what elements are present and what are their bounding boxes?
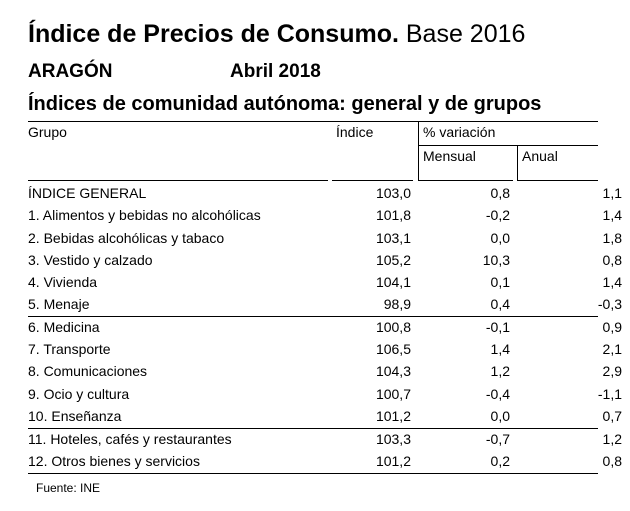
row-monthly: 0,8 [490,185,510,201]
row-annual: -0,3 [597,296,622,312]
row-label: 1. Alimentos y bebidas no alcohólicas [28,207,261,223]
row-label: ÍNDICE GENERAL [28,185,147,201]
variation-subheader-rule [418,145,598,146]
row-index: 100,8 [375,319,411,335]
table-row [28,338,622,360]
row-annual: 1,2 [602,431,622,447]
row-monthly: -0,7 [485,431,510,447]
table-row [28,316,622,338]
row-annual: 0,9 [602,319,622,335]
table-bottom-rule [28,473,598,474]
row-index: 98,9 [383,296,411,312]
header-bottom-rule-monthly [418,180,513,181]
row-label: 8. Comunicaciones [28,363,148,379]
row-annual: 1,4 [602,207,622,223]
row-index: 103,1 [375,230,411,246]
row-label: 6. Medicina [28,319,100,335]
row-index: 104,1 [375,274,411,290]
table-row [28,450,622,472]
variation-column-divider [418,121,419,180]
table-row [28,405,622,427]
row-annual: 0,7 [602,408,622,424]
row-annual: -1,1 [597,386,622,402]
row-monthly: -0,4 [485,386,510,402]
row-monthly: 1,4 [490,341,510,357]
row-monthly: 0,2 [490,453,510,469]
date-label: Abril 2018 [230,61,321,82]
row-monthly: 0,1 [490,274,510,290]
row-index: 106,5 [375,341,411,357]
row-monthly: 0,4 [490,296,510,312]
title-base: Base 2016 [398,20,526,48]
row-index: 104,3 [375,363,411,379]
row-label: 2. Bebidas alcohólicas y tabaco [28,230,225,246]
row-index: 103,3 [375,431,411,447]
row-annual: 1,8 [602,230,622,246]
row-annual: 0,8 [602,252,622,268]
row-label: 3. Vestido y calzado [28,252,153,268]
row-label: 4. Vivienda [28,274,98,290]
header-bottom-rule-annual [517,180,598,181]
row-index: 101,2 [375,453,411,469]
title-main: Índice de Precios de Consumo. [28,20,399,48]
source-note: Fuente: INE [36,481,101,495]
table-row [28,182,622,204]
table-row [28,271,622,293]
table-top-rule [28,121,598,122]
row-annual: 2,9 [602,363,622,379]
row-annual: 2,1 [602,341,622,357]
annual-column-divider [517,145,518,180]
region-label: ARAGÓN [28,61,113,82]
row-monthly: 1,2 [490,363,510,379]
table-row [28,383,622,405]
column-header-annual: Anual [522,148,558,164]
table-row [28,293,622,315]
table-row [28,227,622,249]
column-header-index: Índice [336,124,374,140]
header-bottom-rule-group [28,180,328,181]
row-label: 5. Menaje [28,296,90,312]
row-label: 11. Hoteles, cafés y restaurantes [28,431,232,447]
page-title [28,22,525,47]
row-index: 105,2 [375,252,411,268]
row-label: 9. Ocio y cultura [28,386,130,402]
row-index: 100,7 [375,386,411,402]
row-label: 12. Otros bienes y servicios [28,453,200,469]
row-monthly: 0,0 [490,408,510,424]
row-annual: 0,8 [602,453,622,469]
header-bottom-rule-index [332,180,413,181]
row-annual: 1,4 [602,274,622,290]
row-index: 101,8 [375,207,411,223]
row-annual: 1,1 [602,185,622,201]
column-header-monthly: Mensual [423,148,476,164]
row-index: 101,2 [375,408,411,424]
row-monthly: -0,1 [485,319,510,335]
table-row [28,360,622,382]
column-header-group: Grupo [28,124,67,140]
row-monthly: 0,0 [490,230,510,246]
table-row [28,428,622,450]
column-header-variation: % variación [423,124,496,140]
row-label: 10. Enseñanza [28,408,122,424]
table-subtitle: Índices de comunidad autónoma: general y de grupos [28,93,542,115]
row-label: 7. Transporte [28,341,111,357]
table-row [28,249,622,271]
table-row [28,204,622,226]
row-monthly: 10,3 [482,252,510,268]
row-monthly: -0,2 [485,207,510,223]
row-index: 103,0 [375,185,411,201]
